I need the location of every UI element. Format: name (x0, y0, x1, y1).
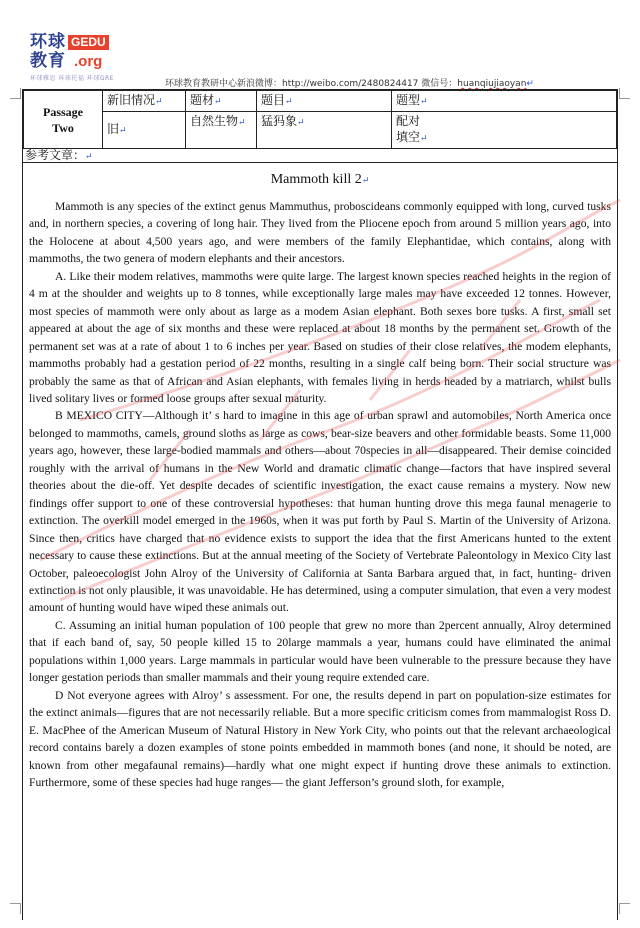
value-status: 旧 (107, 122, 120, 136)
paragraph-b: B MEXICO CITY—Although it’ s hard to imagine in this age of urban sprawl and automobiles, North America once belonged to mammoths, camels, ground sloths as large as cows, bear-size beavers and other formidable beasts. Some 11,000 years ago, however, these large-bodied mammals and others—about 70species in all—disappeared. Their demise coincided roughly with the arrival of humans in the New World and dramatic climatic change—factors that have inspired several theories about the die-off. Yet despite decades of scientific investigation, the exact cause remains a mystery. Now new findings offer support to one of these controversial hypotheses: that human hunting drove this mega faunal menagerie to extinction. The overkill model emerged in the 1960s, when it was put forth by Paul S. Martin of the University of Arizona. Since then, critics have charged that no evidence exists to support the idea that the first Americans hunted to the extent necessary to cause these extinctions. But at the annual meeting of the Society of Vertebrate Paleontology in Mexico City last October, paleoecologist John Alroy of the University of California at Santa Barbara argued that, in fact, hunting- driven extinction is not only plausible, it was unavoidable. He has determined, using a computer simulation, that even a very modest amount of hunting would have wiped these animals out. (29, 409, 611, 615)
logo-subtitle: 环球雅思 环球托福 环球GRE (30, 75, 114, 82)
value-cell: 猛犸象↵ (257, 112, 392, 149)
value-topic: 自然生物 (190, 114, 239, 128)
header-cell: 题材↵ (186, 91, 257, 112)
paragraph-d: D Not everyone agrees with Alroy’ s assessment. For one, the results depend in part on population-size estimates for the extinct animals—figures that are not necessarily reliable. But a more specific criticism comes from mammalogist Ross D. E. MacPhee of the American Museum of Natural History in New York City, who points out that the relevant archaeological record contains barely a dozen examples of stone points embedded in mammoth bones (and none, it should be noted, are known from other megafaunal remains)—hardly what one might expect if hunting drove these animals to extinction. Furthermore, some of these species had huge ranges— the giant Jefferson’s ground sloth, for example, (29, 688, 611, 789)
paragraph-c: C. Assuming an initial human population of 100 people that grew no more than 2percent annually, Alroy determined that if each band of, say, 50 people killed 15 to 20large mammals a year, humans could have eliminated the animal populations within 1,000 years. Large mammals in particular would have been vulnerable to the pressure because they have longer gestation periods than smaller mammals and their young require extended care. (29, 618, 611, 685)
divider (23, 162, 617, 163)
value-title: 猛犸象 (261, 114, 298, 128)
reference-label-text: 参考文章： (25, 148, 86, 162)
gedu-logo (30, 33, 120, 81)
weixin-id: huanqiujiaoyan (457, 79, 527, 89)
passage-label-text: Passage Two (43, 104, 83, 135)
header-cell: 题目↵ (257, 91, 392, 112)
col-topic: 题材 (190, 93, 215, 107)
paragraph-a: A. Like their modem relatives, mammoths were quite large. The largest known species reached heights in the region of 4 m at the shoulder and weights up to 8 tonnes, while exceptionally large males may have exceeded 12 tonnes. However, most species of mammoth were only about as large as a modem Asian elephant. Both sexes bore tusks. A first, small set appeared at about the age of six months and these were replaced at about 18 months by the permanent set. Growth of the permanent set was at a rate of about 1 to 6 inches per year. Based on studies of their close relatives, the modem elephants, mammoths probably had a gestation period of 22 months, resulting in a single calf being born. Their social structure was probably the same as that of African and Asian elephants, with females living in herds headed by a matriarch, whilst bulls lived solitary lives or formed loose groups after sexual maturity. (29, 269, 611, 405)
crop-mark (10, 903, 21, 914)
col-type: 题型 (396, 93, 421, 107)
header-cell: 新旧情况↵ (103, 91, 186, 112)
crop-mark (10, 88, 21, 99)
article-title: Mammoth kill 2↵ (270, 172, 370, 187)
crop-mark (619, 88, 630, 99)
weibo-line (165, 76, 534, 89)
document-page (22, 89, 618, 920)
logo-gedu-badge: GEDU (68, 35, 109, 50)
value-type: 配对 填空 (396, 114, 421, 144)
crop-mark (619, 903, 630, 914)
logo-org: .org (74, 53, 103, 70)
col-status: 新旧情况 (107, 93, 156, 107)
reference-label: 参考文章：↵ (25, 148, 93, 162)
article-title-text: Mammoth kill 2 (270, 172, 362, 187)
col-title: 题目 (261, 93, 286, 107)
header-cell: 题型↵ (392, 91, 617, 112)
value-cell: 旧↵ (103, 112, 186, 149)
article-body (29, 198, 611, 791)
paragraph-mark: ↵ (526, 79, 534, 89)
value-cell: 自然生物↵ (186, 112, 257, 149)
passage-label (24, 91, 103, 149)
passage-info-table (23, 90, 617, 149)
paragraph-intro: Mammoth is any species of the extinct genus Mammuthus, proboscideans commonly equipped with long, curved tusks and, in northern species, a covering of long hair. They lived from the Pliocene epoch from around 5 million years ago, into the Holocene at about 4,500 years ago, and were members of the family Elephantidae, which contains, along with mammoths, the two genera of modern elephants and their ancestors. (29, 200, 611, 266)
value-cell: 配对 填空↵ (392, 112, 617, 149)
weibo-text: 环球教育教研中心新浪微博：http://weibo.com/2480824417 微信号： (165, 79, 458, 89)
logo-chinese: 环球 教育 (30, 32, 66, 71)
